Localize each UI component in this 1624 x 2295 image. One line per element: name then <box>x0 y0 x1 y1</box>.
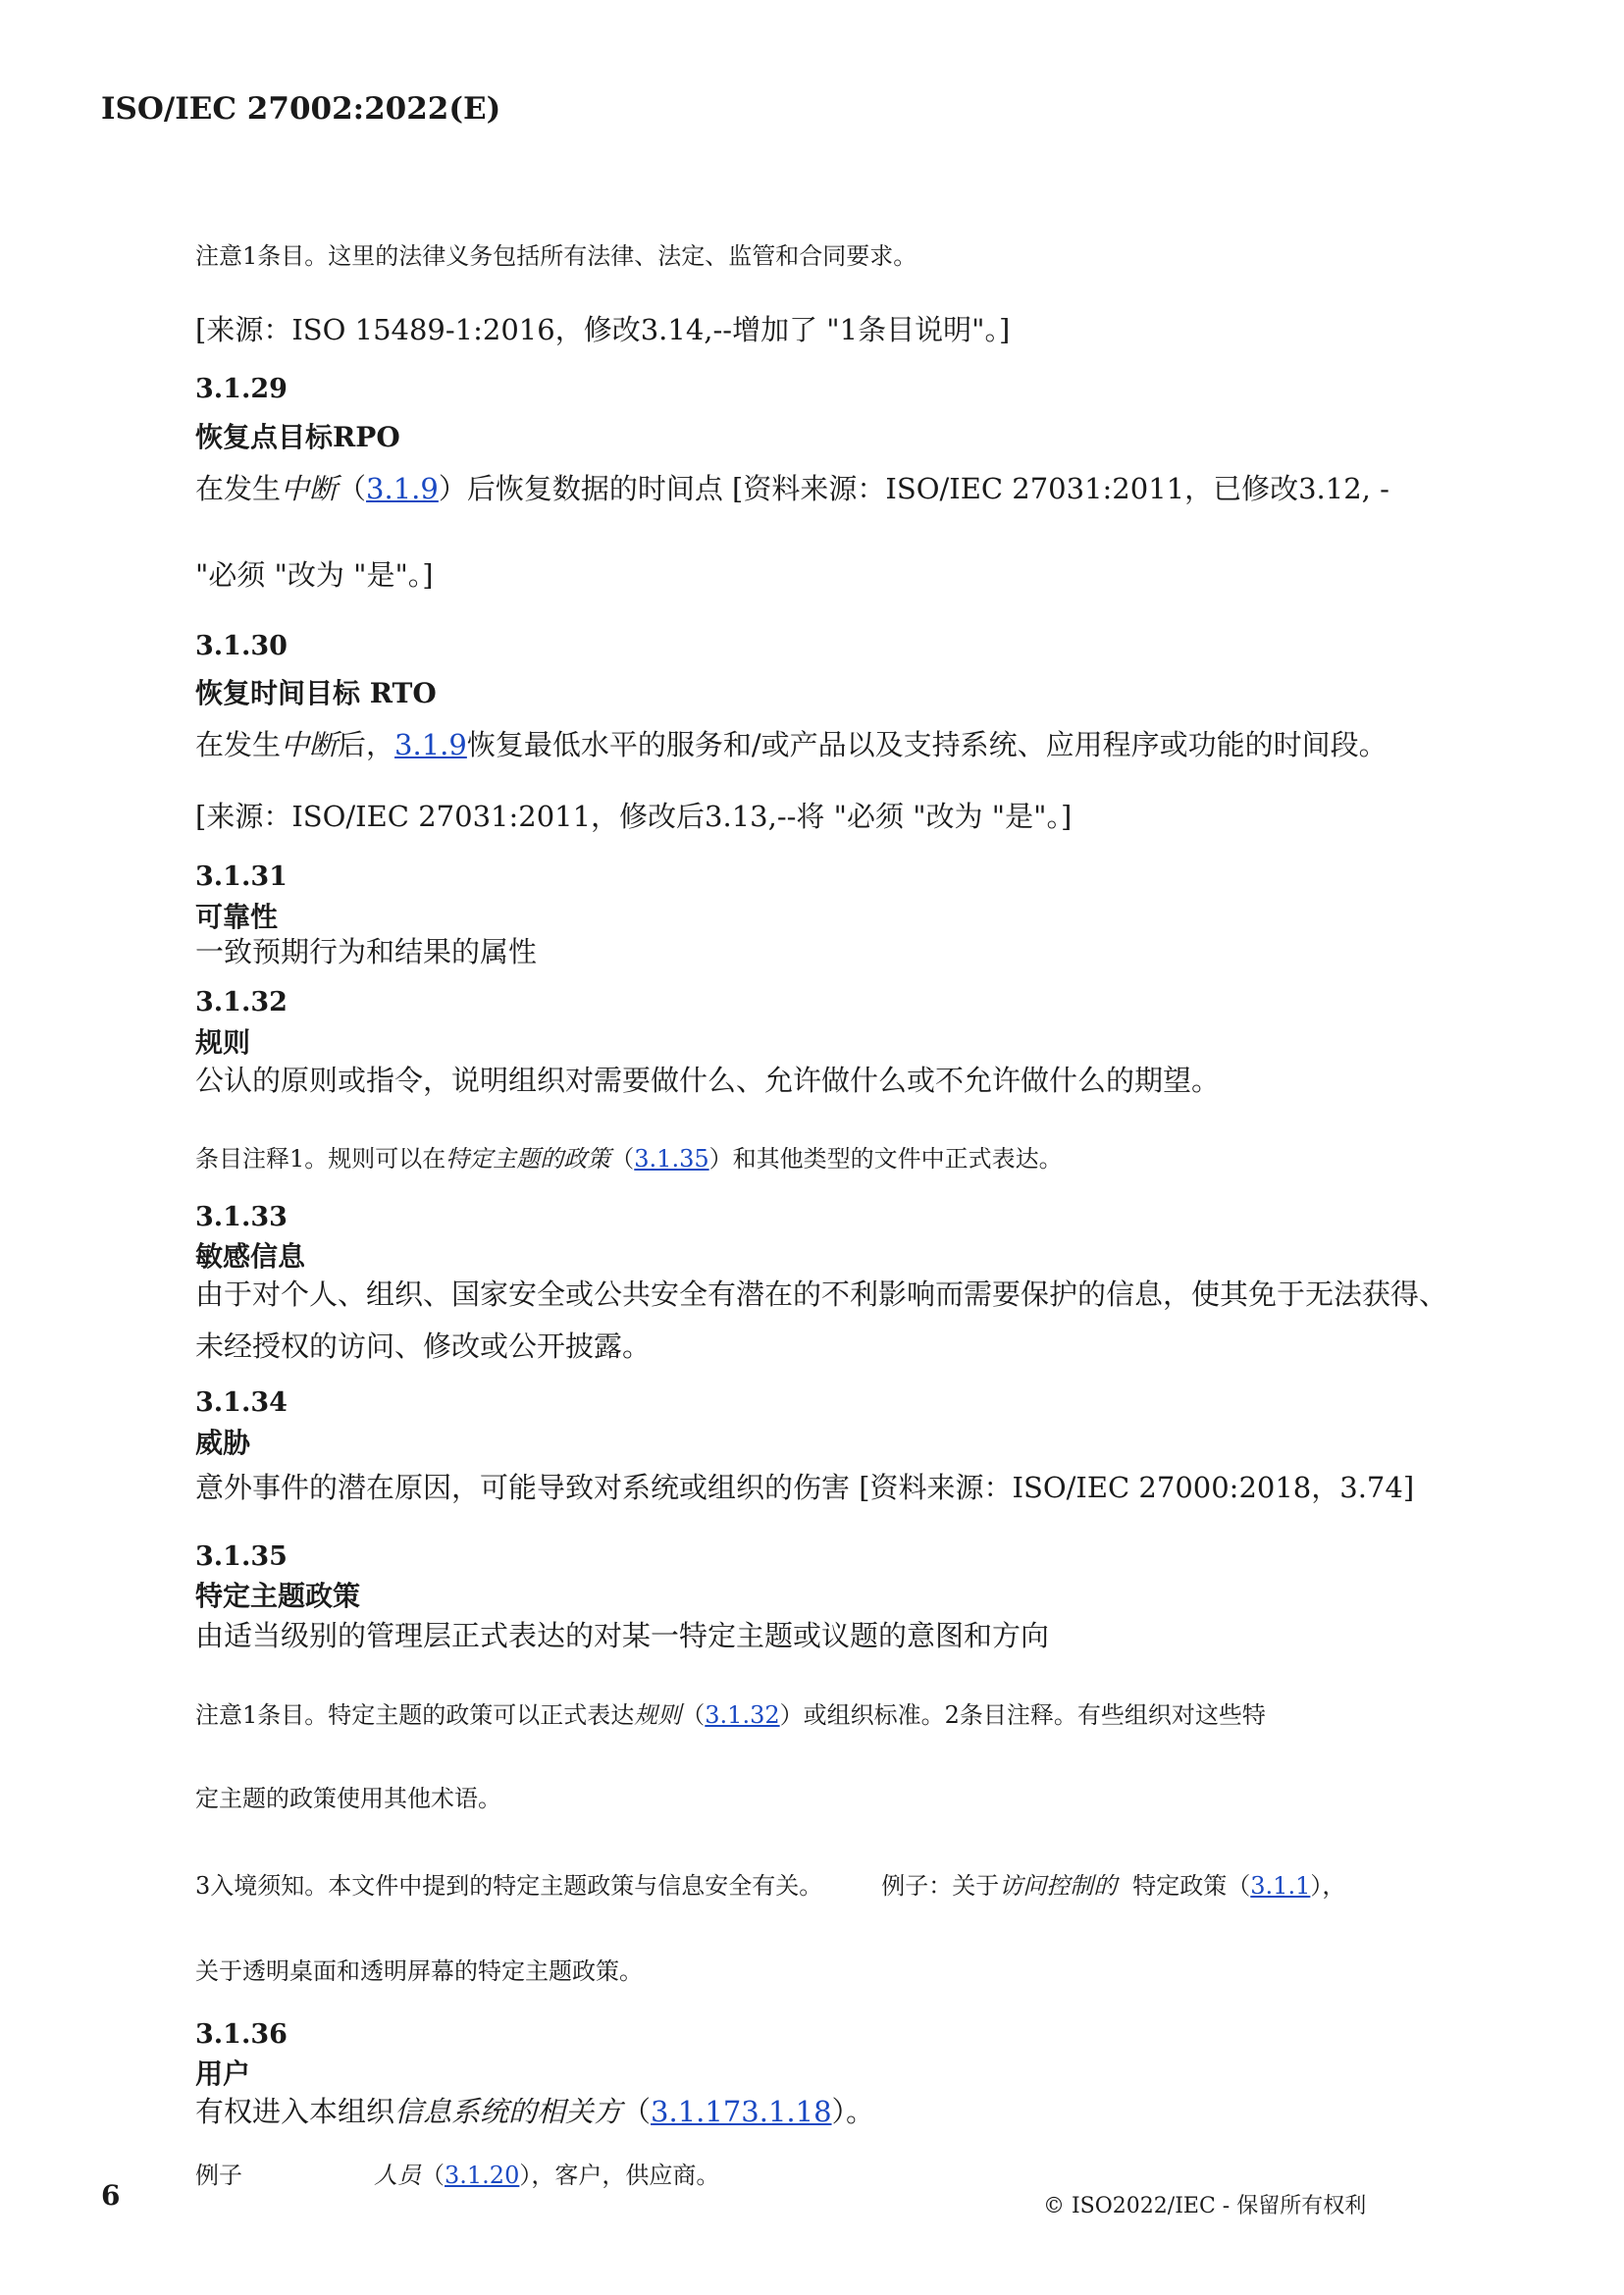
entry-number: 3.1.36 <box>195 2019 288 2050</box>
entry-note-cont: 关于透明桌面和透明屏幕的特定主题政策。 <box>195 1957 643 1985</box>
entry-note: 3入境须知。本文件中提到的特定主题政策与信息安全有关。 例子：关于访问控制的 特定政策（3.1.1）， <box>195 1872 1346 1900</box>
entry-definition: 一致预期行为和结果的属性 <box>195 935 538 968</box>
entry-term: 敏感信息 <box>195 1240 306 1273</box>
entry-number: 3.1.29 <box>195 374 288 404</box>
source-note: [来源：ISO/IEC 27031:2011，修改后3.13,--将 "必须 "改为 "是"。] <box>195 800 1073 833</box>
entry-example: 例子 人员（3.1.20），客户，供应商。 <box>195 2162 720 2189</box>
entry-definition-cont: 未经授权的访问、修改或公开披露。 <box>195 1330 652 1363</box>
definition-continuation: "必须 "改为 "是"。] <box>195 558 434 592</box>
entry-number: 3.1.32 <box>195 987 288 1017</box>
entry-note: 条目注释1。规则可以在特定主题的政策（3.1.35）和其他类型的文件中正式表达。 <box>195 1145 1063 1173</box>
entry-term: 特定主题政策 <box>195 1580 361 1612</box>
entry-definition: 有权进入本组织信息系统的相关方（3.1.173.1.18）。 <box>195 2095 875 2128</box>
page-number: 6 <box>101 2179 121 2212</box>
entry-term: 威胁 <box>195 1427 251 1459</box>
entry-term: 恢复点目标RPO <box>195 421 400 453</box>
entry-term: 恢复时间目标 RTO <box>195 677 437 709</box>
entry-definition: 公认的原则或指令，说明组织对需要做什么、允许做什么或不允许做什么的期望。 <box>195 1064 1221 1097</box>
entry-number: 3.1.30 <box>195 631 288 661</box>
term-link[interactable]: 3.1.9 <box>394 728 467 761</box>
entry-term: 用户 <box>195 2058 251 2090</box>
entry-definition: 由于对个人、组织、国家安全或公共安全有潜在的不利影响而需要保护的信息，使其免于无法获得、 <box>195 1278 1448 1311</box>
entry-term: 可靠性 <box>195 901 279 933</box>
copyright-notice: © ISO2022/IEC - 保留所有权利 <box>1043 2194 1367 2218</box>
term-link[interactable]: 3.1.1 <box>1250 1872 1311 1900</box>
term-link[interactable]: 3.1.20 <box>445 2162 520 2189</box>
entry-term: 规则 <box>195 1026 251 1059</box>
term-link[interactable]: 3.1.9 <box>366 472 439 505</box>
entry-definition: 在发生中断后，3.1.9恢复最低水平的服务和/或产品以及支持系统、应用程序或功能的时间段。 <box>195 728 1388 761</box>
entry-note: 注意1条目。特定主题的政策可以正式表达规则（3.1.32）或组织标准。2条目注释。有些组织对这些特 <box>195 1701 1266 1729</box>
entry-number: 3.1.31 <box>195 861 288 892</box>
entry-number: 3.1.34 <box>195 1387 288 1418</box>
note-legal-obligations: 注意1条目。这里的法律义务包括所有法律、法定、监管和合同要求。 <box>195 242 917 270</box>
entry-definition: 意外事件的潜在原因，可能导致对系统或组织的伤害 [资料来源：ISO/IEC 27000:2018，3.74] <box>195 1471 1415 1504</box>
entry-note-cont: 定主题的政策使用其他术语。 <box>195 1785 501 1812</box>
entry-definition: 在发生中断（3.1.9）后恢复数据的时间点 [资料来源：ISO/IEC 27031:2011，已修改3.12, - <box>195 472 1389 505</box>
term-link[interactable]: 3.1.32 <box>705 1701 780 1729</box>
entry-number: 3.1.35 <box>195 1541 288 1572</box>
entry-definition: 由适当级别的管理层正式表达的对某一特定主题或议题的意图和方向 <box>195 1619 1050 1652</box>
source-note: [来源：ISO 15489-1:2016，修改3.14,--增加了 "1条目说明"。] <box>195 313 1011 346</box>
entry-number: 3.1.33 <box>195 1202 288 1232</box>
term-link[interactable]: 3.1.35 <box>634 1145 709 1173</box>
document-header: ISO/IEC 27002:2022(E) <box>101 91 501 127</box>
term-link[interactable]: 3.1.173.1.18 <box>651 2095 832 2128</box>
